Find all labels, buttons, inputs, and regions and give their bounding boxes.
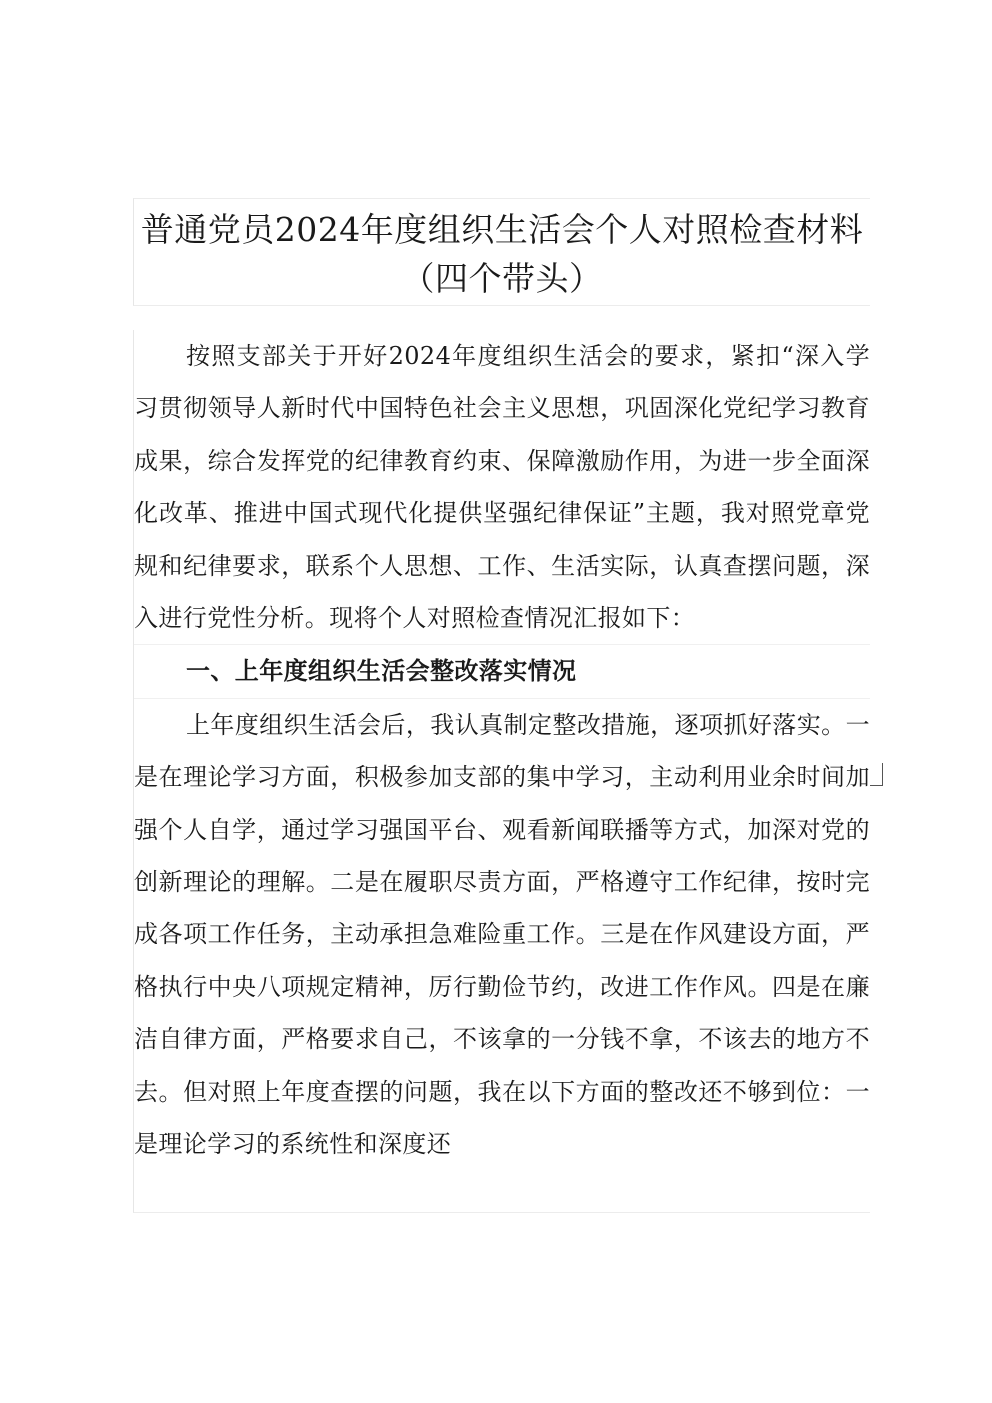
section-paragraph: 上年度组织生活会后，我认真制定整改措施，逐项抓好落实。一是在理论学习方面，积极参加支部的集中学习，主动利用业余时间加强个人自学，通过学习强国平台、观看新闻联播等方式，加深对党的创新理论的理解。二是在履职尽责方面，严格遵守工作纪律，按时完成各项工作任务，主动承担急难险重工作。三是在作风建设方面，严格执行中央八项规定精神，厉行勤俭节约，改进工作作风。四是在廉洁自律方面，严格要求自己，不该拿的一分钱不拿，不该去的地方不去。但对照上年度查摆的问题，我在以下方面的整改还不够到位：一是理论学习的系统性和深度还 <box>134 710 870 1159</box>
document-body <box>133 330 870 1213</box>
document-title: 普通党员2024年度组织生活会个人对照检查材料（四个带头） <box>140 210 864 298</box>
paragraph-mark-icon <box>870 763 883 786</box>
title-block <box>133 198 870 306</box>
section-heading: 一、上年度组织生活会整改落实情况 <box>134 645 870 698</box>
intro-paragraph: 按照支部关于开好2024年度组织生活会的要求，紧扣“深入学习贯彻领导人新时代中国特色社会主义思想，巩固深化党纪学习教育成果，综合发挥党的纪律教育约束、保障激励作用，为进一步全面深化改革、推进中国式现代化提供坚强纪律保证”主题，我对照党章党规和纪律要求，联系个人思想、工作、生活实际，认真查摆问题，深入进行党性分析。现将个人对照检查情况汇报如下： <box>134 330 870 645</box>
